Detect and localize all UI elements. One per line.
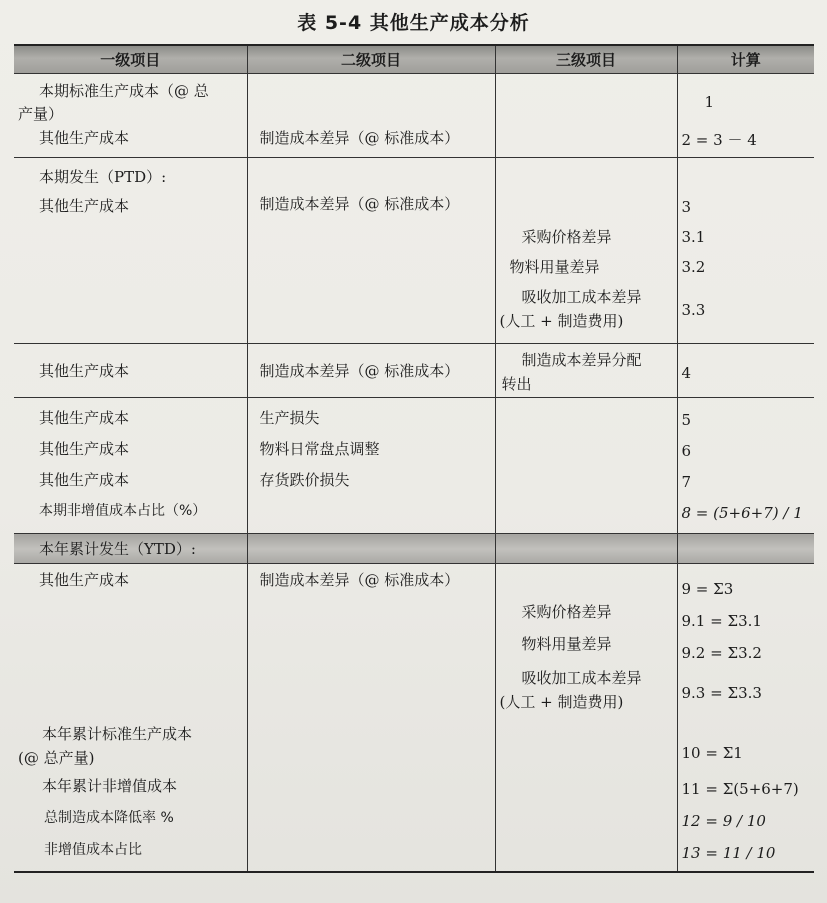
row5-level1: 其他生产成本: [39, 409, 130, 427]
row6-calc: 6: [681, 442, 692, 460]
row13-calc: 13 = 11 / 10: [681, 844, 776, 862]
row4-level3-line2: 转出: [501, 375, 532, 393]
row10-level1-line1: 本年累计标准生产成本: [42, 725, 193, 743]
ytd-sub-calc-2: 9.2 = Σ3.2: [681, 644, 762, 662]
ytd-heading: 本年累计发生（YTD）:: [39, 540, 196, 558]
table-row: [14, 344, 814, 398]
cost-analysis-table: [14, 44, 814, 873]
table-row: [14, 73, 814, 126]
ytd-level1: 其他生产成本: [39, 571, 130, 589]
table-row: [14, 126, 814, 158]
row2-level2: 制造成本差异（@ 标准成本）: [259, 128, 460, 147]
ptd-sub-material-usage: 物料用量差异: [509, 258, 600, 276]
row7-level1: 其他生产成本: [39, 471, 130, 489]
header-row: [14, 45, 814, 73]
row7-calc: 7: [681, 473, 692, 491]
ptd-sub-calc-1: 3.1: [681, 228, 706, 246]
ptd-sub-purchase-price: 采购价格差异: [521, 228, 612, 246]
row4-level2: 制造成本差异（@ 标准成本）: [259, 362, 460, 380]
ytd-sub-absorption: 吸收加工成本差异: [521, 669, 642, 687]
row11-level1: 本年累计非增值成本: [42, 777, 178, 795]
row1-level1-line2: 产量）: [18, 104, 64, 123]
row13-level1: 非增值成本占比: [44, 842, 142, 858]
ytd-calc: 9 = Σ3: [681, 580, 734, 598]
row8-level1: 本期非增值成本占比（%）: [39, 503, 207, 519]
row6-level1: 其他生产成本: [39, 440, 130, 458]
ytd-sub-material-usage: 物料用量差异: [521, 635, 612, 653]
row11-calc: 11 = Σ(5+6+7): [681, 780, 799, 798]
ytd-level2: 制造成本差异（@ 标准成本）: [259, 571, 460, 589]
ptd-level1: 其他生产成本: [39, 197, 130, 215]
ptd-sub-absorption-note: (人工 + 制造费用): [499, 312, 624, 330]
row10-calc: 10 = Σ1: [681, 744, 743, 762]
row5-level2: 生产损失: [259, 409, 320, 427]
table-row: [14, 564, 814, 872]
ptd-calc: 3: [681, 198, 692, 216]
row8-calc: 8 = (5+6+7) / 1: [681, 504, 803, 522]
row12-level1: 总制造成本降低率 %: [44, 810, 174, 826]
row12-calc: 12 = 9 / 10: [681, 812, 766, 830]
header-level1: 一级项目: [14, 45, 247, 73]
ptd-sub-calc-2: 3.2: [681, 258, 706, 276]
row4-level1: 其他生产成本: [39, 362, 130, 380]
table-row: [14, 158, 814, 344]
row4-level3-line1: 制造成本差异分配: [521, 351, 642, 369]
ytd-sub-purchase-price: 采购价格差异: [521, 603, 612, 621]
row1-level1-line1: 本期标准生产成本（@ 总: [39, 81, 209, 100]
ytd-sub-calc-3: 9.3 = Σ3.3: [681, 684, 762, 702]
row4-calc: 4: [681, 364, 692, 382]
row7-level2: 存货跌价损失: [259, 471, 350, 489]
header-calc: 计算: [677, 45, 814, 73]
ptd-sub-calc-3: 3.3: [681, 301, 706, 319]
row5-calc: 5: [681, 411, 692, 429]
ptd-heading: 本期发生（PTD）:: [39, 168, 167, 186]
row6-level2: 物料日常盘点调整: [259, 440, 380, 458]
ytd-sub-calc-1: 9.1 = Σ3.1: [681, 612, 762, 630]
table-row: [14, 398, 814, 534]
table-row: [14, 534, 814, 564]
row2-calc: 2 = 3 － 4: [681, 130, 757, 149]
row1-calc: 1: [704, 92, 715, 111]
header-level2: 二级项目: [247, 45, 495, 73]
ptd-level2: 制造成本差异（@ 标准成本）: [259, 195, 460, 213]
ptd-sub-absorption: 吸收加工成本差异: [521, 288, 642, 306]
row10-level1-line2: (@ 总产量): [18, 749, 95, 767]
ytd-sub-absorption-note: (人工 + 制造费用): [499, 693, 624, 711]
row2-level1: 其他生产成本: [39, 128, 130, 147]
table-title: 表 5-4 其他生产成本分析: [297, 12, 530, 34]
header-level3: 三级项目: [495, 45, 677, 73]
